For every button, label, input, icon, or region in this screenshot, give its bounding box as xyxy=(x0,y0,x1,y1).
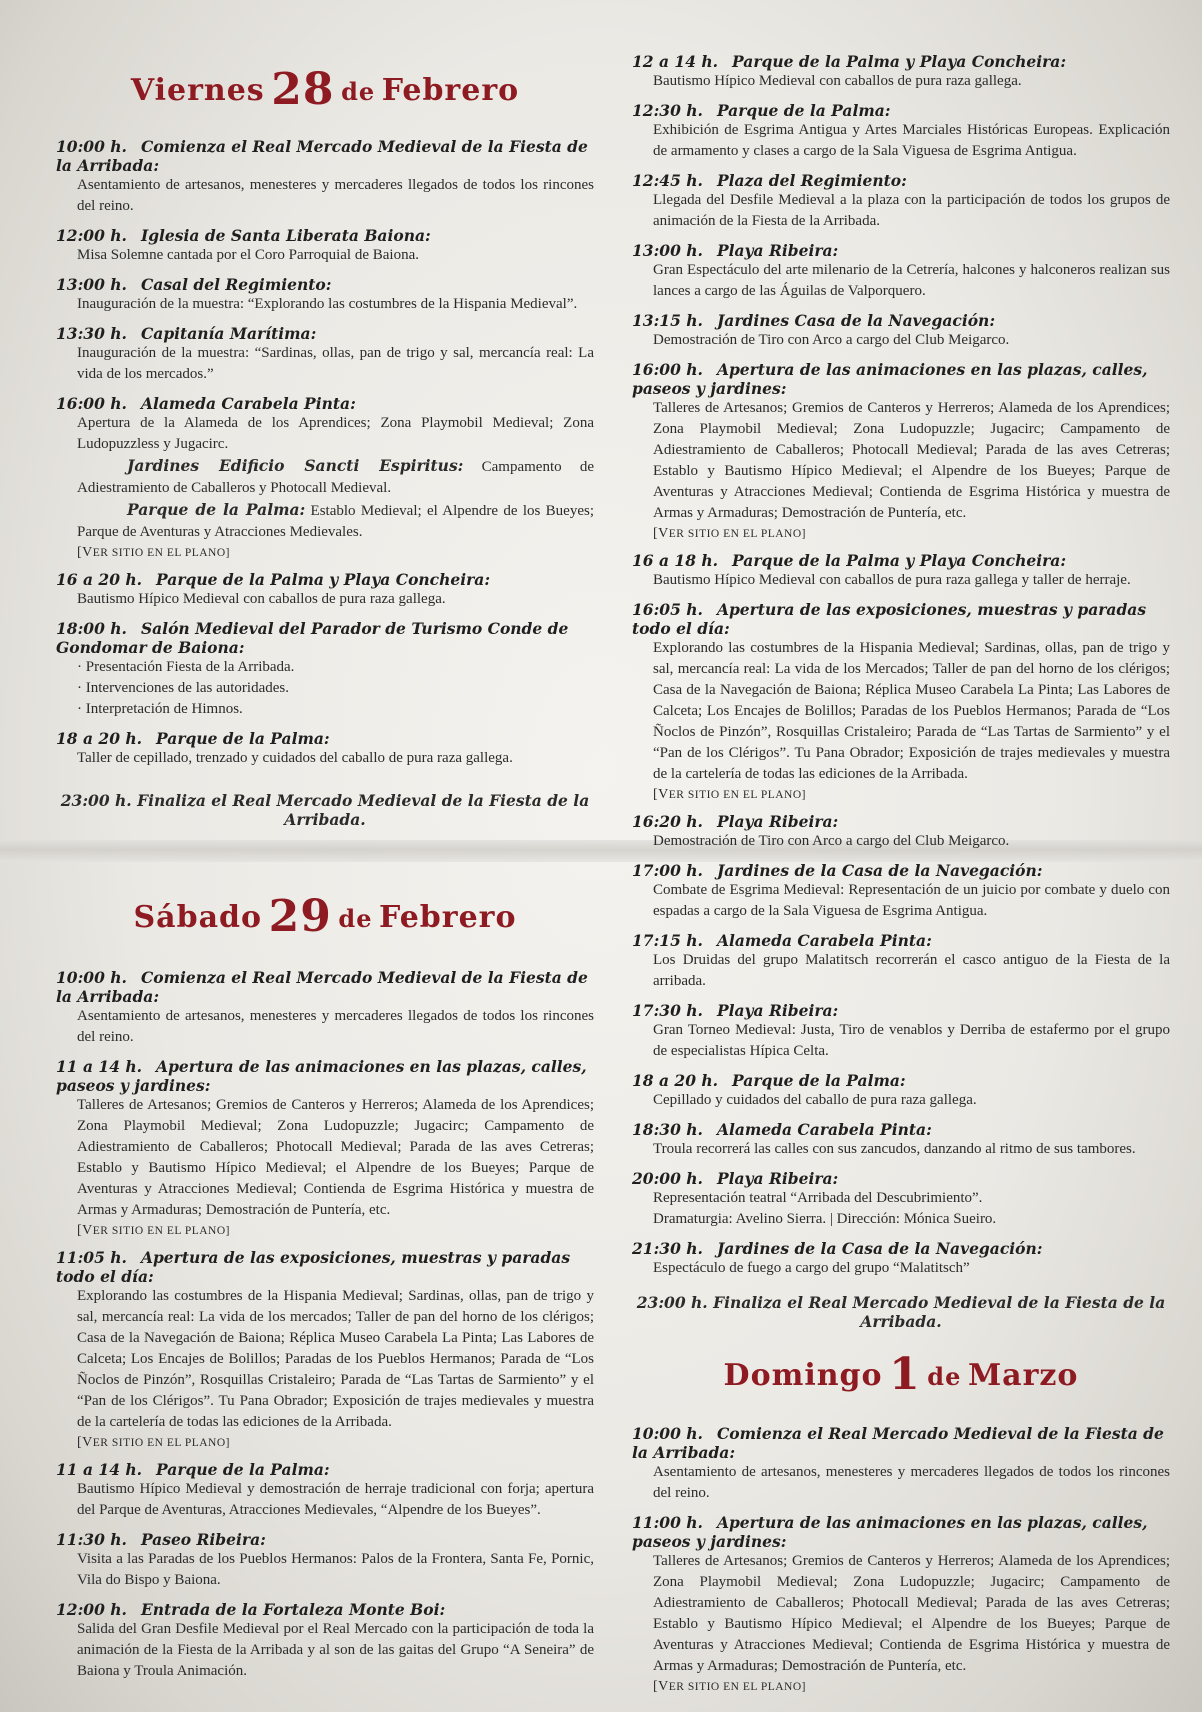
event-heading xyxy=(56,324,594,343)
event-place: Jardines de la Casa de la Navegación: xyxy=(716,861,1043,880)
event-subitem xyxy=(77,499,594,543)
event-body xyxy=(632,1090,1170,1111)
viernes-title xyxy=(56,64,594,115)
event-place: Alameda Carabela Pinta: xyxy=(716,1120,932,1139)
event-alameda xyxy=(56,394,594,561)
event-text: Gran Espectáculo del arte milenario de la Cetrería, halcones y halconeros realizan sus lances a cargo de las Águilas de Valporquero. xyxy=(653,262,1170,299)
event-text: Talleres de Artesanos; Gremios de Canteros y Herreros; Alameda de los Aprendices; Zona Playmobil Medieval; Zona Ludopuzzle; Jugacirc; Campamento de Adiestramiento de Caballeros; Photocall Medieval; Parada de las aves Cetreras; Establo y Bautismo Hípico Medieval; el Alpendre de los Bueyes; Parque de Aventuras y Atracciones Medieval; Contienda de Esgrima Histórica y muestra de Armas y Armaduras; Demostración de Puntería, etc. xyxy=(653,400,1170,521)
event-text: Asentamiento de artesanos, menesteres y mercaderes llegados de todos los rincones del reino. xyxy=(653,1464,1170,1501)
event-time: 16 a 18 h. xyxy=(632,551,719,570)
event-time: 13:15 h. xyxy=(632,311,703,330)
month-name: Marzo xyxy=(967,1358,1079,1393)
event-body xyxy=(632,831,1170,852)
event-time: 10:00 h. xyxy=(56,137,127,156)
event-time: 11:00 h. xyxy=(632,1513,703,1532)
day-name: Sábado xyxy=(133,900,263,935)
event-text: Explorando las costumbres de la Hispania Medieval; Sardinas, ollas, pan de trigo y sal, mercancía real: La vida de los Mercados; Taller de pan del horno de los clérigos; Casa de la Navegación de Baiona; Réplica Museo Carabela La Pinta; Las Labores de Calceta; Los Encajes de Bolillos; Paradas de los Pueblos Hermanos; Parada de “Los Ñoclos de Pinzón”, Rosquillas Cristaleiro; Parada de “Las Tartas de Sarmiento” y el “Pan de los Clérigos”. Tu Pana Obrador; Exposición de trajes medievales y muestra de la cartelería de todas las ediciones de la Arribada. xyxy=(653,640,1170,782)
event-text: Exhibición de Esgrima Antigua y Artes Marciales Históricas Europeas. Explicación de armamento y clases a cargo de la Sala Viguesa de Esgrima Antigua. xyxy=(653,122,1170,159)
event-item xyxy=(632,52,1170,92)
bullet-item: · Intervenciones de las autoridades. xyxy=(77,680,289,696)
event-heading xyxy=(56,570,594,589)
event-heading xyxy=(56,968,594,1006)
event-time: 16 a 20 h. xyxy=(56,570,143,589)
event-subtext: Campamento de Adiestramiento de Caballeros y Photocall Medieval. xyxy=(77,459,594,496)
event-body xyxy=(632,260,1170,302)
domingo-title xyxy=(632,1349,1170,1400)
event-heading xyxy=(632,600,1170,638)
event-time: 13:00 h. xyxy=(56,275,127,294)
event-body xyxy=(632,1139,1170,1160)
map-link[interactable]: [VER SITIO EN EL PLANO] xyxy=(653,787,806,802)
day-number: 28 xyxy=(271,64,335,115)
event-item xyxy=(632,1071,1170,1111)
day-number: 29 xyxy=(268,891,332,942)
event-time: 12:45 h. xyxy=(632,171,703,190)
event-place: Parque de la Palma y Playa Concheira: xyxy=(732,52,1067,71)
event-place: Parque de la Palma: xyxy=(156,729,330,748)
event-text: Combate de Esgrima Medieval: Representación de un juicio por combate y duelo con espadas a cargo de la Sala Viguesa de Esgrima Antigua. xyxy=(653,882,1170,919)
right-column xyxy=(632,52,1170,1704)
event-body xyxy=(56,1549,594,1591)
event-heading xyxy=(56,1600,594,1619)
event-item xyxy=(56,324,594,385)
event-place: Parque de la Palma: xyxy=(716,101,891,120)
closing-note: 23:00 h. Finaliza el Real Mercado Medieval de la Fiesta de la Arribada. xyxy=(636,1293,1166,1331)
event-text: Asentamiento de artesanos, menesteres y mercaderes llegados de todos los rincones del reino. xyxy=(77,1008,594,1045)
bullet-item: · Presentación Fiesta de la Arribada. xyxy=(77,659,295,675)
event-heading xyxy=(56,275,594,294)
event-heading xyxy=(632,1120,1170,1139)
event-time: 17:15 h. xyxy=(632,931,703,950)
event-time: 12:30 h. xyxy=(632,101,703,120)
event-place: Apertura de las animaciones en las plazas, calles, paseos y jardines: xyxy=(56,1057,587,1095)
event-place: Playa Ribeira: xyxy=(716,241,839,260)
day-de: de xyxy=(338,904,373,933)
event-text: Inauguración de la muestra: “Sardinas, ollas, pan de trigo y sal, mercancía real: La vida de los mercados.” xyxy=(77,345,594,382)
event-text: Talleres de Artesanos; Gremios de Canteros y Herreros; Alameda de los Aprendices; Zona Playmobil Medieval; Zona Ludopuzzle; Jugacirc; Campamento de Adiestramiento de Caballeros; Photocall Medieval; Parada de las aves Cetreras; Establo y Bautismo Hípico Medieval; el Alpendre de los Bueyes; Parque de Aventuras y Atracciones Medieval; Contienda de Esgrima Histórica y muestra de Armas y Armaduras; Demostración de Puntería, etc. xyxy=(653,1553,1170,1674)
event-text: Demostración de Tiro con Arco a cargo del Club Meigarco. xyxy=(653,332,1010,348)
event-text: Apertura de la Alameda de los Aprendices; Zona Playmobil Medieval; Zona Ludopuzzless y Jugacirc. xyxy=(77,415,594,452)
event-time: 13:00 h. xyxy=(632,241,703,260)
event-item xyxy=(56,137,594,217)
event-heading xyxy=(632,1513,1170,1551)
event-body xyxy=(56,1095,594,1221)
day-number: 1 xyxy=(889,1349,921,1400)
event-body xyxy=(632,190,1170,232)
event-time: 11 a 14 h. xyxy=(56,1057,143,1076)
event-heading xyxy=(56,1530,594,1549)
event-text: Representación teatral “Arribada del Descubrimiento”. xyxy=(653,1190,983,1206)
event-body xyxy=(632,1258,1170,1279)
left-column xyxy=(56,0,594,1691)
event-place: Apertura de las animaciones en las plazas, calles, paseos y jardines: xyxy=(632,1513,1148,1551)
event-item xyxy=(632,1513,1170,1695)
event-heading xyxy=(632,1169,1170,1188)
event-heading xyxy=(56,1248,594,1286)
event-body xyxy=(632,71,1170,92)
event-time: 16:05 h. xyxy=(632,600,703,619)
event-place: Jardines de la Casa de la Navegación: xyxy=(716,1239,1043,1258)
event-time: 11:30 h. xyxy=(56,1530,127,1549)
event-text: Gran Torneo Medieval: Justa, Tiro de venablos y Derriba de estafermo por el grupo de especialistas Hípica Celta. xyxy=(653,1022,1170,1059)
event-heading xyxy=(56,226,594,245)
event-item xyxy=(632,812,1170,852)
event-body xyxy=(56,1479,594,1521)
event-text: Espectáculo de fuego a cargo del grupo “Malatitsch” xyxy=(653,1260,970,1276)
event-place: Casal del Regimiento: xyxy=(140,275,332,294)
event-item xyxy=(56,1460,594,1521)
event-text: Bautismo Hípico Medieval con caballos de pura raza gallega. xyxy=(653,73,1022,89)
event-text: Llegada del Desfile Medieval a la plaza con la participación de todos los grupos de animación de la Fiesta de la Arribada. xyxy=(653,192,1170,229)
event-place: Parque de la Palma: xyxy=(156,1460,330,1479)
day-name: Domingo xyxy=(723,1358,883,1393)
event-body xyxy=(632,638,1170,785)
event-place: Comienza el Real Mercado Medieval de la Fiesta de la Arribada: xyxy=(56,968,588,1006)
event-item xyxy=(632,171,1170,232)
event-item xyxy=(632,1120,1170,1160)
event-heading xyxy=(632,360,1170,398)
event-heading xyxy=(56,619,594,657)
event-heading xyxy=(56,1460,594,1479)
event-text: Cepillado y cuidados del caballo de pura raza gallega. xyxy=(653,1092,977,1108)
event-heading xyxy=(56,394,594,413)
event-item xyxy=(56,968,594,1048)
event-body xyxy=(56,748,594,769)
event-item xyxy=(632,101,1170,162)
event-time: 12:00 h. xyxy=(56,1600,127,1619)
event-item xyxy=(632,931,1170,992)
event-place: Entrada de la Fortaleza Monte Boi: xyxy=(140,1600,446,1619)
event-place: Comienza el Real Mercado Medieval de la Fiesta de la Arribada: xyxy=(56,137,588,175)
map-link[interactable]: [VER SITIO EN EL PLANO] xyxy=(653,1679,806,1694)
event-time: 13:30 h. xyxy=(56,324,127,343)
event-place: Iglesia de Santa Liberata Baiona: xyxy=(140,226,431,245)
event-body xyxy=(632,950,1170,992)
event-time: 18:00 h. xyxy=(56,619,127,638)
event-heading xyxy=(632,241,1170,260)
event-place: Alameda Carabela Pinta: xyxy=(716,931,932,950)
event-subplace: Parque de la Palma: xyxy=(127,500,306,519)
event-item xyxy=(56,1057,594,1239)
event-time: 11 a 14 h. xyxy=(56,1460,143,1479)
sabado-title xyxy=(56,891,594,942)
event-item xyxy=(632,551,1170,591)
event-text: Demostración de Tiro con Arco a cargo del Club Meigarco. xyxy=(653,833,1010,849)
event-place: Paseo Ribeira: xyxy=(140,1530,266,1549)
event-text: Misa Solemne cantada por el Coro Parroquial de Baiona. xyxy=(77,247,419,263)
event-heading xyxy=(632,52,1170,71)
event-text-extra: Dramaturgia: Avelino Sierra. | Dirección: Mónica Sueiro. xyxy=(653,1211,997,1227)
event-time: 12:00 h. xyxy=(56,226,127,245)
event-item xyxy=(632,600,1170,803)
event-subtext: Establo Medieval; el Alpendre de los Bueyes; Parque de Aventuras y Atracciones Medievales. xyxy=(77,503,594,540)
event-item xyxy=(632,1424,1170,1504)
event-body xyxy=(632,1551,1170,1677)
event-text: Salida del Gran Desfile Medieval por el Real Mercado con la participación de toda la animación de la Fiesta de la Arribada y al son de las gaitas del Grupo “A Seneira” de Baiona y Troula Animación. xyxy=(77,1621,594,1679)
day-name: Viernes xyxy=(130,73,265,108)
event-body xyxy=(56,1619,594,1682)
closing-note: 23:00 h. Finaliza el Real Mercado Medieval de la Fiesta de la Arribada. xyxy=(60,791,590,829)
event-text: Visita a las Paradas de los Pueblos Hermanos: Palos de la Frontera, Santa Fe, Pornic, Vila do Bispo y Baiona. xyxy=(77,1551,594,1588)
event-time: 16:00 h. xyxy=(56,394,127,413)
event-place: Playa Ribeira: xyxy=(716,812,839,831)
event-place: Playa Ribeira: xyxy=(716,1001,839,1020)
event-item xyxy=(56,1530,594,1591)
event-time: 12 a 14 h. xyxy=(632,52,719,71)
event-heading xyxy=(632,1001,1170,1020)
event-body xyxy=(632,120,1170,162)
event-time: 17:00 h. xyxy=(632,861,703,880)
event-item xyxy=(56,570,594,610)
event-body xyxy=(632,570,1170,591)
event-body xyxy=(56,1006,594,1048)
event-heading xyxy=(632,1071,1170,1090)
event-item xyxy=(632,1001,1170,1062)
event-heading xyxy=(56,729,594,748)
event-text: Bautismo Hípico Medieval con caballos de pura raza gallega y taller de herraje. xyxy=(653,572,1131,588)
event-place: Parque de la Palma y Playa Concheira: xyxy=(156,570,491,589)
event-body xyxy=(56,294,594,315)
event-text: Los Druidas del grupo Malatitsch recorrerán el casco antiguo de la Fiesta de la arribada. xyxy=(653,952,1170,989)
event-item xyxy=(56,226,594,266)
event-heading xyxy=(632,861,1170,880)
event-place: Parque de la Palma: xyxy=(732,1071,906,1090)
event-item xyxy=(56,275,594,315)
map-link[interactable]: [VER SITIO EN EL PLANO] xyxy=(653,526,806,541)
event-time: 16:00 h. xyxy=(632,360,703,379)
event-heading xyxy=(632,551,1170,570)
event-text: Explorando las costumbres de la Hispania Medieval; Sardinas, ollas, pan de trigo y sal, mercancía real: La vida de los mercados; Taller de pan del horno de los clérigos; Casa de la Navegación de Baiona; Réplica Museo Carabela La Pinta; Las Labores de Calceta; Los Encajes de Bolillos; Paradas de los Pueblos Hermanos; Parada de “Los Ñoclos de Pinzón”, Rosquillas Cristaleiro; Parada de “Las Tartas de Sarmiento” y el “Pan de los Clérigos”. Tu Pana Obrador; Exposición de trajes medievales y muestra de la cartelería de todas las ediciones de la Arribada. xyxy=(77,1288,594,1430)
event-heading xyxy=(632,1239,1170,1258)
event-body xyxy=(56,589,594,610)
event-item xyxy=(632,360,1170,542)
event-text: Troula recorrerá las calles con sus zancudos, danzando al ritmo de sus tambores. xyxy=(653,1141,1136,1157)
event-heading xyxy=(632,311,1170,330)
event-body xyxy=(56,1286,594,1433)
event-body xyxy=(56,245,594,266)
event-item xyxy=(632,1169,1170,1230)
event-body xyxy=(56,413,594,543)
month-name: Febrero xyxy=(379,900,517,935)
event-place: Salón Medieval del Parador de Turismo Conde de Gondomar de Baiona: xyxy=(56,619,569,657)
event-place: Apertura de las exposiciones, muestras y paradas todo el día: xyxy=(56,1248,571,1286)
map-link[interactable]: [VER SITIO EN EL PLANO] xyxy=(77,1223,230,1238)
event-place: Capitanía Marítima: xyxy=(140,324,317,343)
event-time: 10:00 h. xyxy=(56,968,127,987)
map-link[interactable]: [VER SITIO EN EL PLANO] xyxy=(77,545,230,560)
event-time: 21:30 h. xyxy=(632,1239,703,1258)
event-item xyxy=(56,1600,594,1682)
day-de: de xyxy=(927,1362,962,1391)
event-item xyxy=(56,1248,594,1451)
event-time: 18 a 20 h. xyxy=(56,729,143,748)
event-text: Asentamiento de artesanos, menesteres y mercaderes llegados de todos los rincones del reino. xyxy=(77,177,594,214)
event-time: 10:00 h. xyxy=(632,1424,703,1443)
event-heading xyxy=(56,137,594,175)
event-place: Playa Ribeira: xyxy=(716,1169,839,1188)
event-time: 18:30 h. xyxy=(632,1120,703,1139)
event-heading xyxy=(56,1057,594,1095)
event-text: Taller de cepillado, trenzado y cuidados del caballo de pura raza gallega. xyxy=(77,750,513,766)
event-place: Apertura de las exposiciones, muestras y paradas todo el día: xyxy=(632,600,1147,638)
event-time: 18 a 20 h. xyxy=(632,1071,719,1090)
event-place: Comienza el Real Mercado Medieval de la Fiesta de la Arribada: xyxy=(632,1424,1164,1462)
event-text: Bautismo Hípico Medieval con caballos de pura raza gallega. xyxy=(77,591,446,607)
event-place: Apertura de las animaciones en las plazas, calles, paseos y jardines: xyxy=(632,360,1148,398)
month-name: Febrero xyxy=(381,73,520,108)
event-salon xyxy=(56,619,594,720)
day-de: de xyxy=(341,77,376,106)
map-link[interactable]: [VER SITIO EN EL PLANO] xyxy=(77,1435,230,1450)
event-body xyxy=(632,1188,1170,1230)
event-text: Inauguración de la muestra: “Explorando las costumbres de la Hispania Medieval”. xyxy=(77,296,578,312)
event-text: Talleres de Artesanos; Gremios de Canteros y Herreros; Alameda de los Aprendices; Zona Playmobil Medieval; Zona Ludopuzzle; Jugacirc; Campamento de Adiestramiento de Caballeros; Photocall Medieval; Parada de las aves Cetreras; Establo y Bautismo Hípico Medieval; el Alpendre de los Bueyes; Parque de Aventuras y Atracciones Medieval; Contienda de Esgrima Histórica y muestra de Armas y Armaduras; Demostración de Puntería, etc. xyxy=(77,1097,594,1218)
event-subplace: Jardines Edificio Sancti Espiritus: xyxy=(127,456,464,475)
event-text: Bautismo Hípico Medieval y demostración de herraje tradicional con forja; apertura del Parque de Aventuras, Atracciones Medievales, “Alpendre de los Bueyes”. xyxy=(77,1481,594,1518)
event-body xyxy=(56,343,594,385)
event-body xyxy=(56,175,594,217)
event-time: 20:00 h. xyxy=(632,1169,703,1188)
event-heading xyxy=(632,171,1170,190)
event-time: 17:30 h. xyxy=(632,1001,703,1020)
event-item xyxy=(632,1239,1170,1279)
event-place: Plaza del Regimiento: xyxy=(716,171,907,190)
event-heading xyxy=(632,101,1170,120)
event-heading xyxy=(632,1424,1170,1462)
event-place: Alameda Carabela Pinta: xyxy=(140,394,356,413)
event-body xyxy=(632,1462,1170,1504)
event-body xyxy=(632,398,1170,524)
event-place: Jardines Casa de la Navegación: xyxy=(716,311,996,330)
event-body xyxy=(632,880,1170,922)
bullet-item: · Interpretación de Himnos. xyxy=(77,701,243,717)
event-heading xyxy=(632,931,1170,950)
event-body xyxy=(632,1020,1170,1062)
event-subitem xyxy=(77,455,594,499)
event-heading xyxy=(632,812,1170,831)
event-time: 11:05 h. xyxy=(56,1248,127,1267)
event-item xyxy=(632,311,1170,351)
event-item xyxy=(632,241,1170,302)
event-place: Parque de la Palma y Playa Concheira: xyxy=(732,551,1067,570)
event-item xyxy=(632,861,1170,922)
event-item xyxy=(56,729,594,769)
event-body xyxy=(632,330,1170,351)
event-time: 16:20 h. xyxy=(632,812,703,831)
